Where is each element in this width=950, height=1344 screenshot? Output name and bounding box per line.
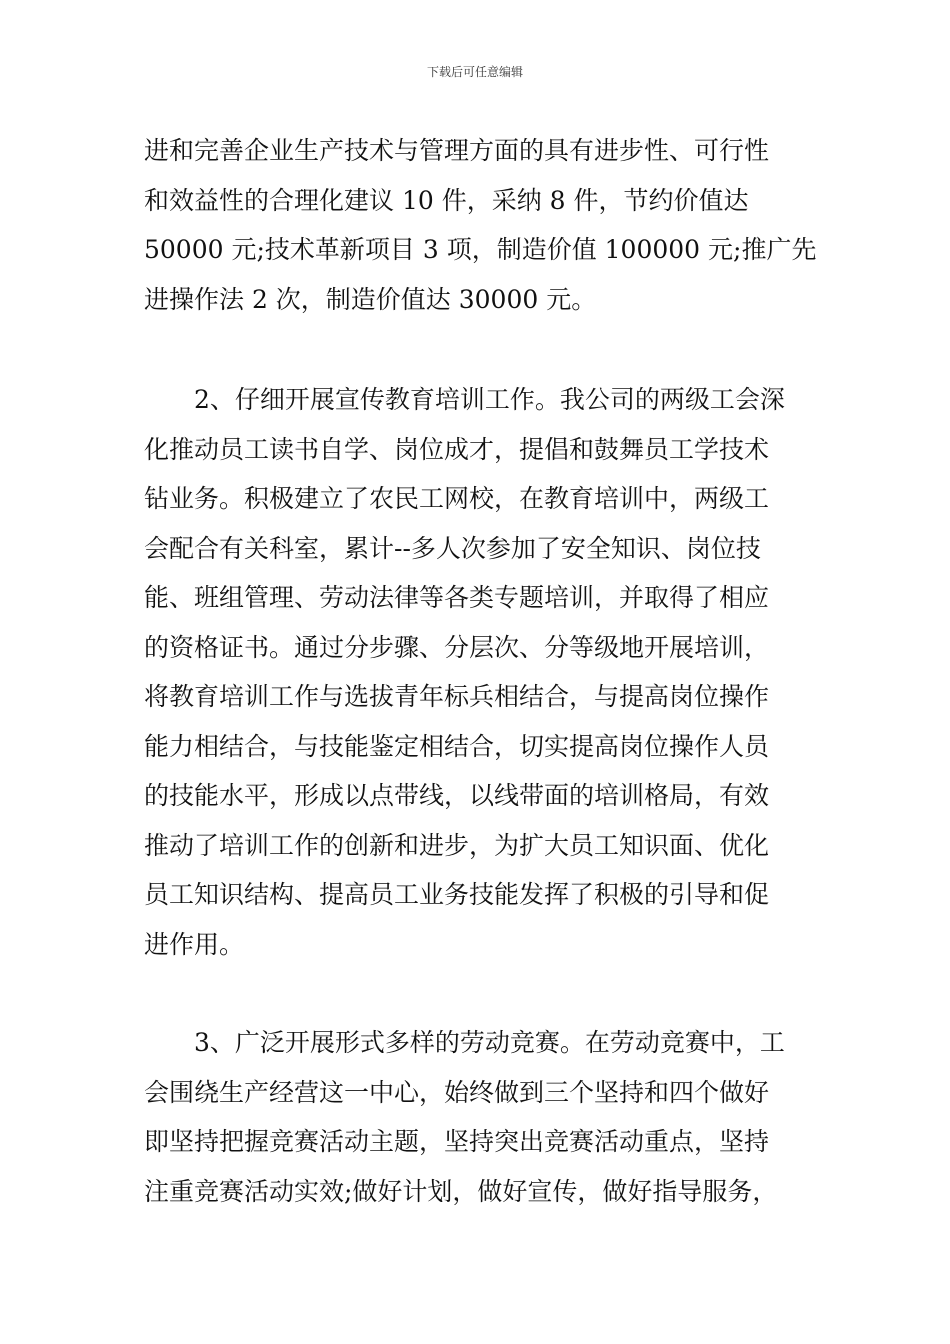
text-line: 钻业务。积极建立了农民工网校，在教育培训中，两级工 bbox=[144, 484, 770, 513]
text-line: 进和完善企业生产技术与管理方面的具有进步性、可行性 bbox=[144, 136, 770, 165]
text-line: 3、广泛开展形式多样的劳动竞赛。在劳动竞赛中，工 bbox=[194, 1028, 785, 1057]
text-line: 将教育培训工作与选拔青年标兵相结合，与提高岗位操作 bbox=[144, 682, 770, 711]
paragraph-1 bbox=[144, 126, 817, 324]
text-line: 和效益性的合理化建议 10 件，采纳 8 件，节约价值达 bbox=[144, 185, 749, 215]
text-line: 推动了培训工作的创新和进步，为扩大员工知识面、优化 bbox=[144, 830, 770, 860]
text-line: 化推动员工读书自学、岗位成才，提倡和鼓舞员工学技术 bbox=[144, 434, 770, 464]
text-line: 进操作法 2 次，制造价值达 30000 元。 bbox=[144, 284, 597, 314]
page-header: 下载后可任意编辑 bbox=[426, 65, 523, 79]
text-line: 的资格证书。通过分步骤、分层次、分等级地开展培训， bbox=[144, 632, 770, 662]
text-line: 会配合有关科室，累计--多人次参加了安全知识、岗位技 bbox=[144, 533, 761, 563]
paragraph-2 bbox=[144, 375, 812, 969]
text-line: 即坚持把握竞赛活动主题，坚持突出竞赛活动重点，坚持 bbox=[144, 1127, 770, 1156]
text-line: 员工知识结构、提高员工业务技能发挥了积极的引导和促 bbox=[144, 880, 770, 909]
text-line: 会围绕生产经营这一中心，始终做到三个坚持和四个做好 bbox=[144, 1077, 770, 1107]
paragraph-3 bbox=[144, 1018, 812, 1216]
text-line: 进作用。 bbox=[144, 929, 245, 959]
text-line: 能、班组管理、劳动法律等各类专题培训，并取得了相应 bbox=[144, 583, 770, 612]
text-line: 注重竞赛活动实效;做好计划，做好宣传，做好指导服务， bbox=[144, 1176, 778, 1206]
text-line: 的技能水平，形成以点带线，以线带面的培训格局，有效 bbox=[144, 781, 770, 810]
text-line: 2、仔细开展宣传教育培训工作。我公司的两级工会深 bbox=[194, 385, 785, 414]
text-line: 50000 元;技术革新项目 3 项，制造价值 100000 元;推广先 bbox=[144, 235, 817, 264]
text-line: 能力相结合，与技能鉴定相结合，切实提高岗位操作人员 bbox=[144, 731, 770, 761]
